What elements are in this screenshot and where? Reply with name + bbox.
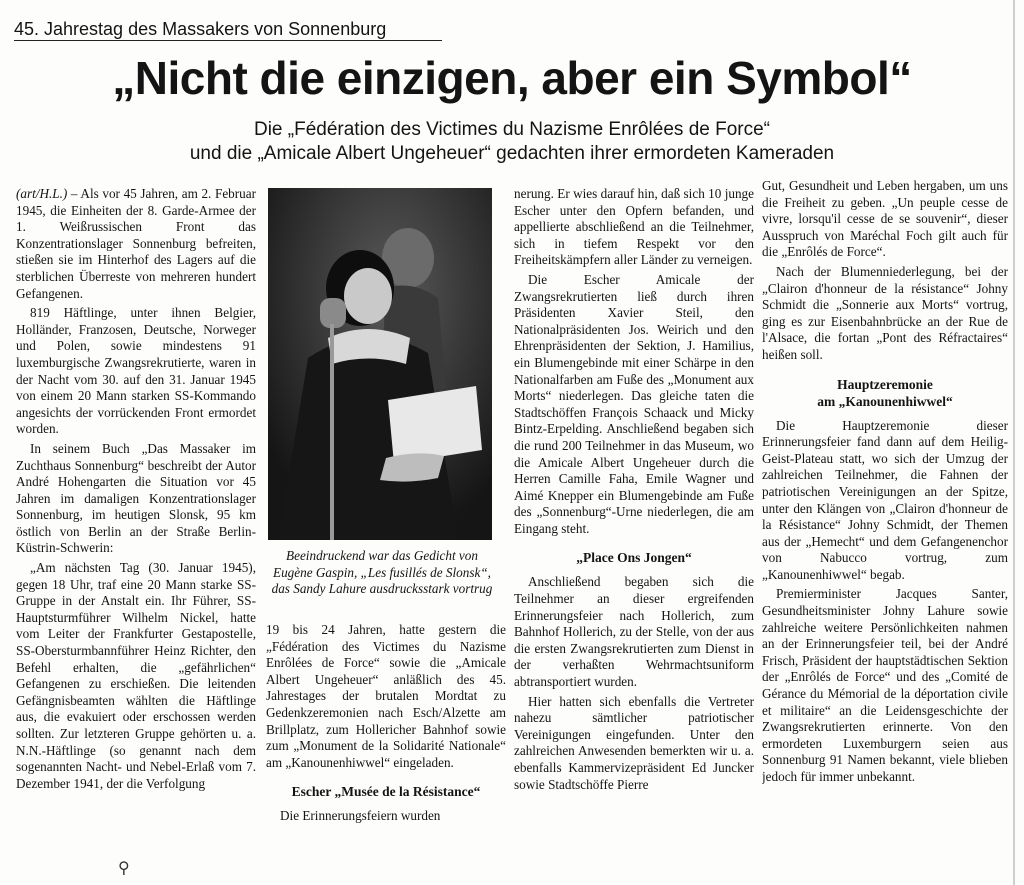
subheadline bbox=[0, 118, 1024, 166]
paragraph: Gut, Gesundheit und Leben hergaben, um uns die Freiheit zu geben. „Un peuple cesse de vivre, lorsqu'il cesse de se souvenir“, dieser Ausspruch von Maréchal Foch gilt auch für die „Enrôlés de Force“. bbox=[762, 178, 1008, 260]
subheadline-line-1: Die „Fédération des Victimes du Nazisme Enrôlées de Force“ bbox=[253, 119, 771, 140]
lead-text: – Als vor 45 Jahren, am 2. Februar 1945, die Einheiten der 8. Garde-Armee der 1. Weißrussischen Front das Konzentrationslager Sonnenburg befreiten, stießen sie im Hinterhof des Lagers auf die sterblichen Überreste von mehreren hundert Gefangenen. bbox=[16, 186, 256, 301]
paragraph: 819 Häftlinge, unter ihnen Belgier, Holländer, Franzosen, Deutsche, Norweger und Polen, sowie mindestens 91 luxemburgische Zwangsrekrutierte, waren in der Nacht vom 30. auf den 31. Januar 1945 von einem 20 Mann starken SS-Kommando angesichts der vorrückenden Front ermordet worden. bbox=[16, 305, 256, 437]
subheading bbox=[762, 376, 1008, 410]
article-column-3 bbox=[514, 186, 754, 858]
article-column-2 bbox=[266, 622, 506, 858]
subheading-line-2: am „Kanounenhiwwel“ bbox=[817, 393, 953, 409]
paragraph: „Am nächsten Tag (30. Januar 1945), gegen 18 Uhr, traf eine 20 Mann starke SS-Gruppe in der Anstalt ein. Ihr Führer, SS-Hauptsturmführer Wilhelm Nickel, hatte vom Leiter der Frankfurter Gestapostelle, SS-Obersturmbannführer Heinz Richter, den Befehl erhalten, die „gefährlichen“ Gefangenen zu erschießen. Die leitenden Gefängnisbeamten wählten die Häftlinge aus, die evakuiert oder erschossen werden sollten. Zur letzteren Gruppe gehörten u. a. N.N.-Häftlinge (so genannt nach dem sogenannten Nacht- und Nebel-Erlaß vom 7. Dezember 1941, der die Verfolgung bbox=[16, 560, 256, 791]
page-edge bbox=[1013, 0, 1015, 885]
byline: (art/H.L.) bbox=[16, 186, 68, 201]
paragraph: Hier hatten sich ebenfalls die Vertreter nahezu sämtlicher patriotischer Vereinigungen eingefunden. Unter den zahlreichen Anwesenden bemerkten wir u. a. ebenfalls Kammervizepräsident Ed Juncker sowie Stadtschöffe Pierre bbox=[514, 693, 754, 792]
subheading: Escher „Musée de la Résistance“ bbox=[291, 784, 481, 800]
subheading: „Place Ons Jongen“ bbox=[576, 550, 692, 566]
paragraph: In seinem Buch „Das Massaker im Zuchthaus Sonnenburg“ beschreibt der Autor André Hohengarten die Situation vor 45 Jahren im damaligen Konzentrationslager Sonnenburg, im heutigen Slonsk, 95 km östlich von Berlin an der Straße Berlin-Küstrin-Schwerin: bbox=[16, 440, 256, 556]
paragraph: Nach der Blumenniederlegung, bei der „Clairon d'honneur de la résistance“ Johny Schmidt die „Sonnerie aux Morts“ vortrug, ging es zur Eisenbahnbrücke an der Rue de l'Alsace, die fortan „Pont des Réfractaires“ heißen soll. bbox=[762, 263, 1008, 362]
paragraph: nerung. Er wies darauf hin, daß sich 10 junge Escher unter den Opfern befanden, und appellierte abschließend an die Teilnehmer, sich in tiefem Respekt vor den Freiheitskämpfern aller Länder zu verneigen. bbox=[514, 186, 754, 268]
margin-mark-icon: ⚲ bbox=[118, 858, 130, 877]
paragraph: Premierminister Jacques Santer, Gesundheitsminister Johny Lahure sowie zahlreiche weitere Persönlichkeiten nahmen an der Erinnerungsfeier teil, bei der André Frisch, Präsident der hauptstädtischen Sektion der „Enrôlés de Force“ und des „Comité de Gérance du Mémorial de la déportation civile et militaire“ an die Leidensgeschichte der Zwangsrekrutierten erinnerte. Von den ermordeten Luxemburgern seien aus Sonnenburg 91 Namen bekannt, viele blieben jedoch für immer unbekannt. bbox=[762, 586, 1008, 784]
paragraph: 19 bis 24 Jahren, hatte gestern die „Fédération des Victimes du Nazisme Enrôlées de Force“ sowie die „Amicale Albert Ungeheuer“ anläßlich des 45. Jahrestages der brutalen Mordtat zu Gedenkzeremonien nach Esch/Alzette am Brillplatz, zum Hollericher Bahnhof sowie zum „Monument de la Solidarité Nationale“ am „Kanounenhiwwel“ eingeladen. bbox=[266, 622, 506, 770]
paragraph: Die Erinnerungsfeiern wurden bbox=[280, 808, 441, 824]
paragraph: Die Hauptzeremonie dieser Erinnerungsfeier fand dann auf dem Heilig-Geist-Plateau statt, wo sich der Umzug der zahlreichen Teilnehmer, die Fahnen der patriotischen Vereinigungen an der Spitze, unter den Klängen von „Clairon d'honneur de la Résistance“ Johny Schmidt, der Themen aus der „Hemecht“ und dem Gefangenenchor von Nabucco vortrug, zum „Kanounenhiwwel“ begab. bbox=[762, 417, 1008, 582]
subheadline-line-2: und die „Amicale Albert Ungeheuer“ gedachten ihrer ermordeten Kameraden bbox=[189, 143, 835, 164]
kicker-headline: 45. Jahrestag des Massakers von Sonnenburg bbox=[14, 18, 442, 41]
article-column-1 bbox=[16, 186, 256, 858]
paragraph: Anschließend begaben sich die Teilnehmer an dieser ergreifenden Erinnerungsfeier nach Hollerich, zum Bahnhof Hollerich, zu der Stelle, von der aus die ersten Zwangsrekrutierten zum Dienst in der verhaßten Wehrmachtsuniform abtransportiert wurden. bbox=[514, 574, 754, 690]
paragraph: Die Escher Amicale der Zwangsrekrutierten ließ durch ihren Präsidenten Xavier Steil, den Nationalpräsidenten Jos. Weirich und den Ehrenpräsidenten der Sektion, J. Hamilius, ein Blumengebinde mit einer Schärpe in den Nationalfarben am Fuße des „Monument aux Morts“ niederlegen. Das gleiche taten die Stadtschöffen François Schaack und Micky Bintz-Erpelding. Anschließend begaben sich die rund 200 Teilnehmer in das Museum, wo die Amicale Albert Ungeheuer durch die Herren Camille Faha, Emile Wagner und Aimé Knepper ein Blumengebinde am Fuße des „Sonnenburg“-Urne niederlegen, die am Eingang steht. bbox=[514, 271, 754, 536]
paragraph bbox=[16, 186, 256, 302]
photo-illustration bbox=[268, 188, 492, 540]
subheading-line-1: Hauptzeremonie bbox=[837, 376, 933, 392]
photo-caption: Beeindruckend war das Gedicht von Eugène Gaspin, „Les fusillés de Slonsk“, das Sandy Lahure ausdrucksstark vortrug bbox=[271, 548, 493, 597]
article-column-4 bbox=[762, 178, 1008, 846]
news-photo bbox=[268, 188, 492, 540]
main-headline: „Nicht die einzigen, aber ein Symbol“ bbox=[112, 52, 912, 104]
